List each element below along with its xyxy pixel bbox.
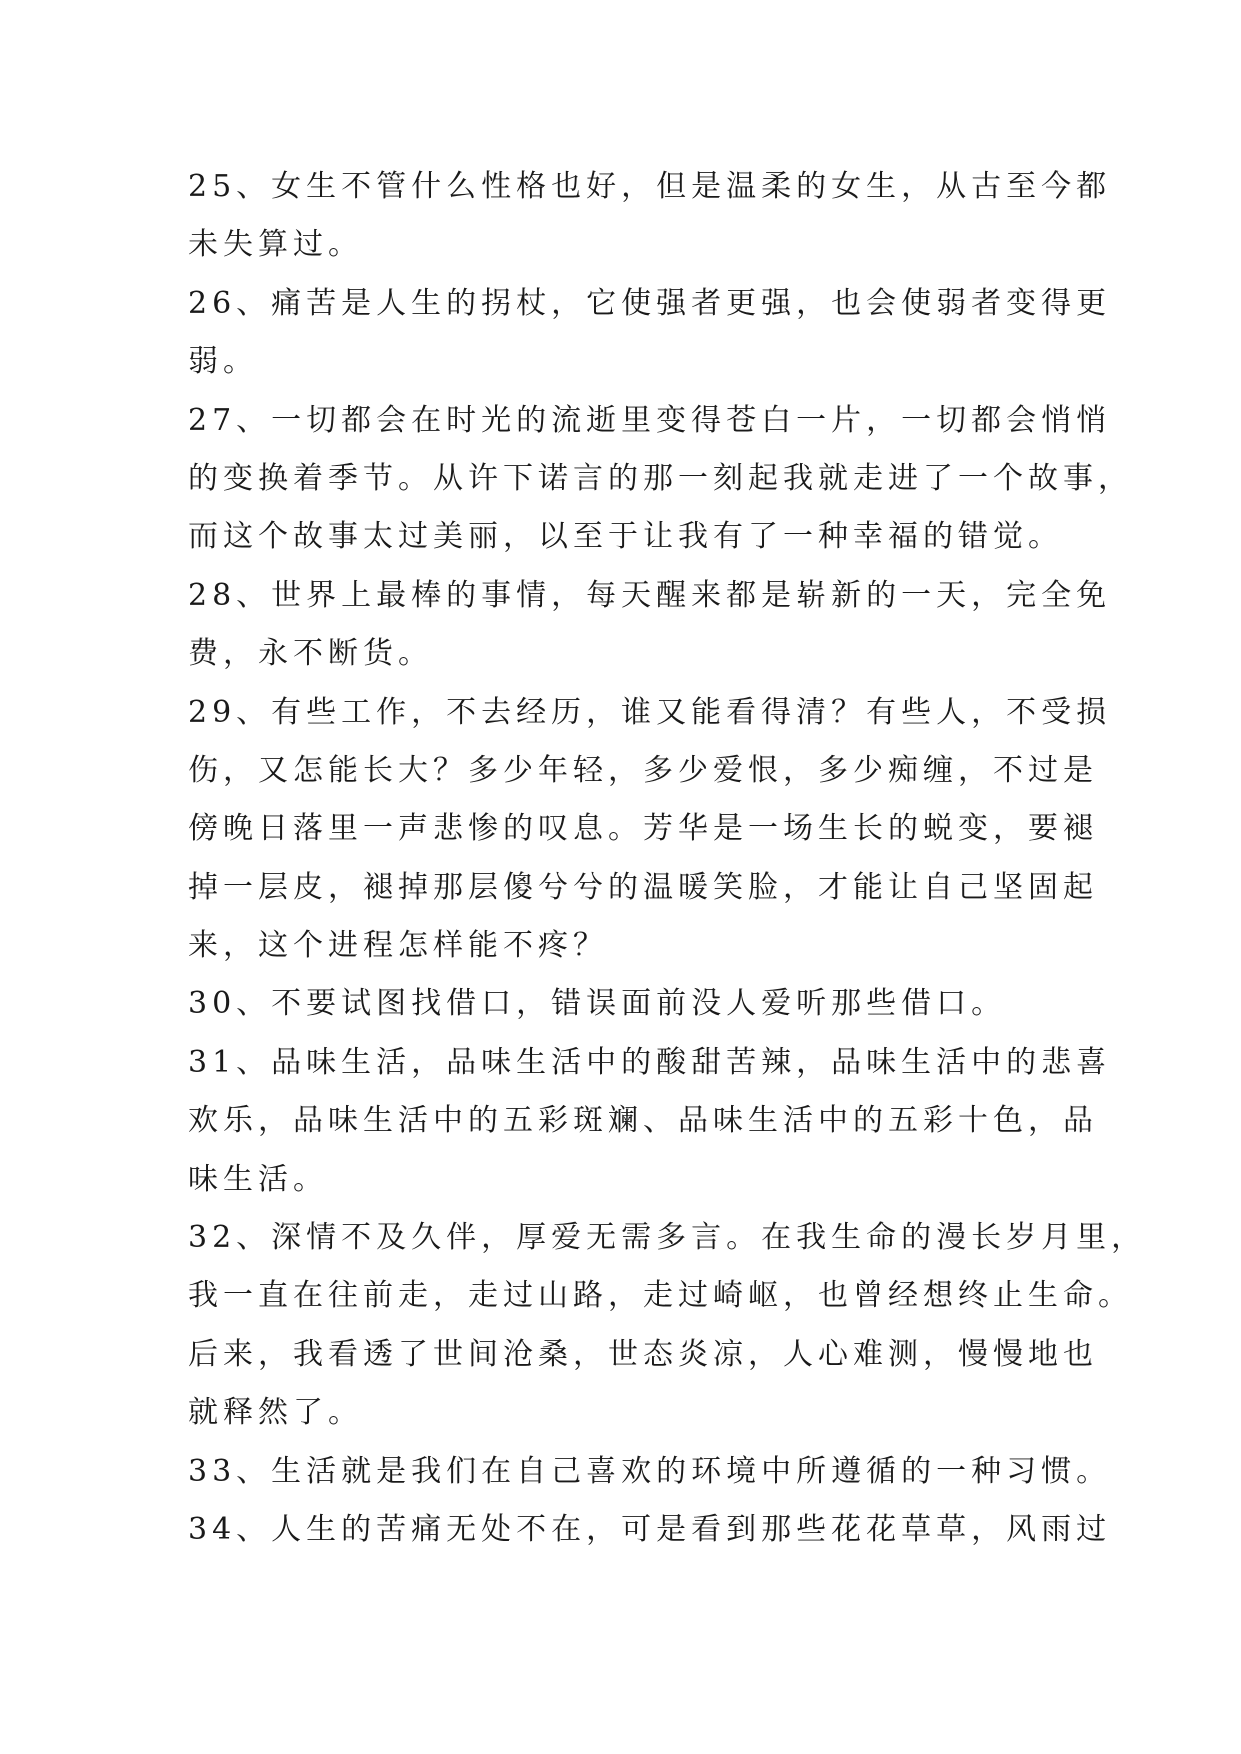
text-line: 26、痛苦是人生的拐杖，它使强者更强，也会使弱者变得更 xyxy=(188,285,1112,321)
text-line: 未失算过。 xyxy=(188,227,363,263)
text-line: 来，这个进程怎样能不疼？ xyxy=(188,928,608,964)
text-line: 25、女生不管什么性格也好，但是温柔的女生，从古至今都 xyxy=(188,169,1112,204)
text-line: 30、不要试图找借口，错误面前没人爱听那些借口。 xyxy=(188,986,1007,1022)
text-line: 伤，又怎能长大？多少年轻，多少爱恨，多少痴缠，不过是 xyxy=(188,752,1098,788)
text-line: 弱。 xyxy=(188,344,258,380)
text-line: 费，永不断货。 xyxy=(188,636,433,672)
text-line: 34、人生的苦痛无处不在，可是看到那些花花草草，风雨过 xyxy=(188,1511,1112,1547)
text-line: 就释然了。 xyxy=(188,1395,363,1431)
text-body xyxy=(188,158,1147,1559)
text-line: 33、生活就是我们在自己喜欢的环境中所遵循的一种习惯。 xyxy=(188,1453,1112,1489)
text-line: 傍晚日落里一声悲惨的叹息。芳华是一场生长的蜕变，要褪 xyxy=(188,811,1098,847)
text-line: 27、一切都会在时光的流逝里变得苍白一片，一切都会悄悄 xyxy=(188,402,1112,438)
text-line: 欢乐，品味生活中的五彩斑斓、品味生活中的五彩十色，品 xyxy=(188,1103,1098,1139)
text-line: 的变换着季节。从许下诺言的那一刻起我就走进了一个故事， xyxy=(188,460,1133,496)
text-line: 后来，我看透了世间沧桑，世态炎凉，人心难测，慢慢地也 xyxy=(188,1336,1098,1372)
text-line: 31、品味生活，品味生活中的酸甜苦辣，品味生活中的悲喜 xyxy=(188,1044,1112,1080)
text-line: 32、深情不及久伴，厚爱无需多言。在我生命的漫长岁月里， xyxy=(188,1220,1147,1256)
text-line: 味生活。 xyxy=(188,1161,328,1197)
text-line: 我一直在往前走，走过山路，走过崎岖，也曾经想终止生命。 xyxy=(188,1278,1133,1314)
text-line: 而这个故事太过美丽，以至于让我有了一种幸福的错觉。 xyxy=(188,519,1063,555)
text-line: 28、世界上最棒的事情，每天醒来都是崭新的一天，完全免 xyxy=(188,577,1112,613)
text-line: 掉一层皮，褪掉那层傻兮兮的温暖笑脸，才能让自己坚固起 xyxy=(188,869,1098,905)
text-line: 29、有些工作，不去经历，谁又能看得清？有些人，不受损 xyxy=(188,694,1112,730)
